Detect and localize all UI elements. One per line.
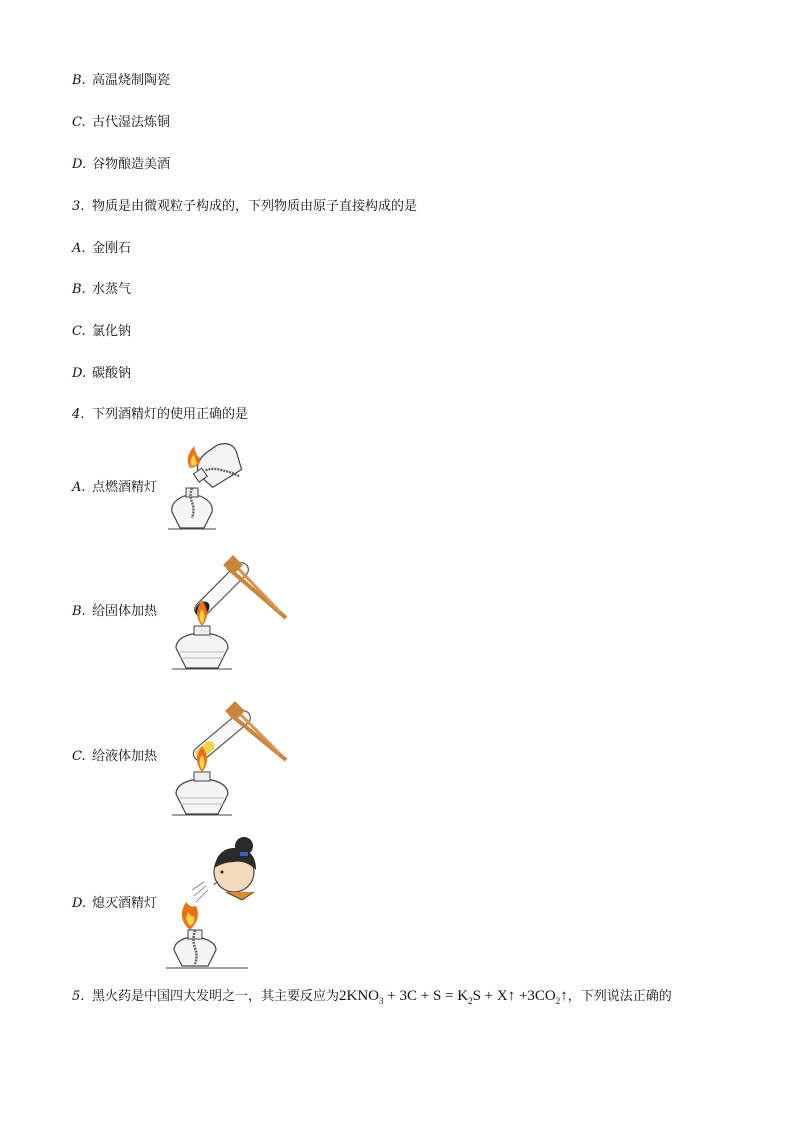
q3-option-b (72, 281, 131, 299)
reaction-equation (339, 988, 568, 1004)
option-text: 熄灭酒精灯 (92, 896, 158, 911)
option-text: 给液体加热 (92, 749, 158, 764)
question-number: 5. (72, 989, 85, 1004)
option-label: C. (72, 324, 86, 339)
option-text: 古代湿法炼铜 (92, 115, 171, 130)
option-label: C. (72, 749, 86, 764)
option-label: C. (72, 115, 86, 130)
lighting-lamp-figure (160, 440, 255, 532)
option-label: B. (72, 604, 86, 619)
heating-liquid-figure (168, 694, 293, 819)
question-text-after: ，下列说法正确的 (567, 989, 672, 1004)
question-text-before: 黑火药是中国四大发明之一，其主要反应为 (92, 989, 340, 1004)
question-text: 下列酒精灯的使用正确的是 (92, 407, 249, 422)
q5-stem (72, 987, 672, 1010)
option-label: A. (72, 480, 86, 495)
question-text: 物质是由微观粒子构成的，下列物质由原子直接构成的是 (92, 199, 418, 214)
heating-solid-figure (168, 548, 293, 673)
q4-option-d (72, 895, 157, 913)
option-text: 氯化钠 (92, 324, 132, 339)
option-label: B. (72, 73, 86, 88)
q3-option-c (72, 323, 131, 341)
q4-option-c (72, 748, 157, 766)
q3-stem (72, 198, 417, 216)
option-label: D. (72, 157, 87, 172)
q2-option-d (72, 156, 170, 174)
equation-part: S + X↑ +3CO (472, 988, 556, 1004)
blowing-out-lamp-figure (162, 834, 262, 974)
equation-subscript: 2 (555, 996, 561, 1006)
equation-part: 2KNO (339, 988, 380, 1004)
option-label: D. (72, 896, 87, 911)
option-text: 谷物酿造美酒 (92, 157, 171, 172)
option-text: 给固体加热 (92, 604, 158, 619)
equation-part: + 3C + S = K (383, 988, 469, 1004)
equation-subscript: 2 (468, 996, 473, 1006)
q2-option-c (72, 114, 170, 132)
q3-option-a (72, 240, 131, 258)
option-label: B. (72, 282, 86, 297)
q4-stem (72, 406, 248, 424)
equation-part: ↑ (560, 988, 568, 1004)
q3-option-d (72, 365, 131, 383)
option-text: 水蒸气 (92, 282, 132, 297)
q2-option-b (72, 72, 170, 90)
q4-option-a (72, 479, 157, 497)
option-label: D. (72, 366, 87, 381)
option-text: 金刚石 (92, 241, 132, 256)
equation-subscript: 3 (379, 996, 384, 1006)
q4-option-b (72, 603, 157, 621)
option-text: 点燃酒精灯 (92, 480, 158, 495)
option-text: 高温烧制陶瓷 (92, 73, 171, 88)
option-label: A. (72, 241, 86, 256)
question-number: 3. (72, 199, 85, 214)
question-number: 4. (72, 407, 85, 422)
option-text: 碳酸钠 (92, 366, 132, 381)
